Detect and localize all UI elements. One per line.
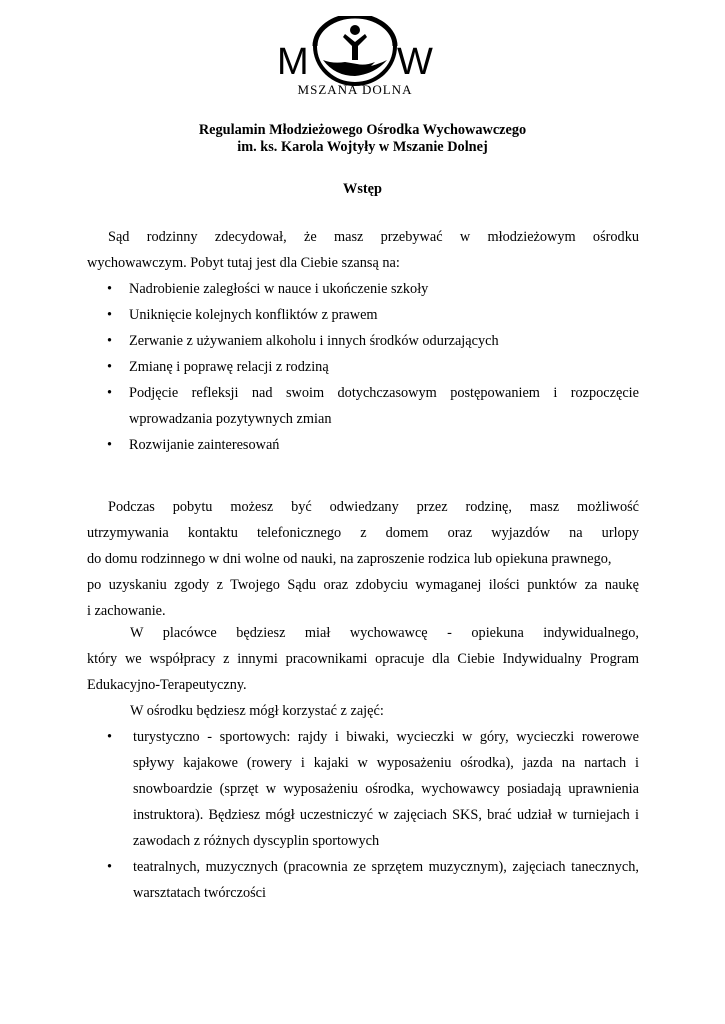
intro-line-1: Sąd rodzinny zdecydował, że masz przebywać w młodzieżowym ośrodku — [108, 229, 639, 245]
stay-line-3: do domu rodzinnego w dni wolne od nauki, na zaproszenie rodzica lub opiekuna prawnego, — [87, 551, 612, 567]
stay-paragraph — [87, 494, 639, 624]
list-item — [107, 302, 639, 328]
logo-graphic — [275, 16, 435, 98]
tutor-line-3: Edukacyjno-Terapeutyczny. — [87, 677, 247, 693]
list-item — [107, 328, 639, 354]
list-item — [107, 724, 639, 854]
list-item-text: turystyczno - sportowych: rajdy i biwaki, wycieczki w góry, wycieczki rowerowe spływy kajakowe (rowery i kajaki w wyposażeniu ośrodka), jazda na nartach i snowboardzie (sprzęt w wyposażeniu ośrodka, wychowawcy posiadają uprawnienia instruktora). Będziesz mógł uczestniczyć w zajęciach SKS, brać udział w turniejach i zawodach z różnych dyscyplin sportowych — [133, 729, 639, 849]
list-item — [107, 380, 639, 432]
tutor-line-2: który we współpracy z innymi pracownikami opracuje dla Ciebie Indywidualny Program — [87, 651, 639, 667]
list-item — [107, 354, 639, 380]
logo-figure-body — [343, 34, 367, 60]
list-item-text: Uniknięcie kolejnych konfliktów z prawem — [129, 307, 378, 323]
list-item-text: Zmianę i poprawę relacji z rodziną — [129, 359, 329, 375]
list-item — [107, 854, 639, 906]
list-item-text: Podjęcie refleksji nad swoim dotychczasowym postępowaniem i rozpoczęcie wprowadzania pozytywnych zmian — [129, 385, 639, 427]
stay-line-5: i zachowanie. — [87, 603, 166, 619]
list-item-text: Nadrobienie zaległości w nauce i ukończenie szkoły — [129, 281, 429, 297]
document-title-line-2: im. ks. Karola Wojtyły w Mszanie Dolnej — [237, 139, 488, 155]
logo-letter-w: W — [397, 41, 433, 83]
logo-caption: MSZANA DOLNA — [297, 82, 413, 97]
institution-logo — [275, 16, 435, 98]
list-item-text: Rozwijanie zainteresowań — [129, 437, 280, 453]
list-item-text: teatralnych, muzycznych (pracownia ze sprzętem muzycznym), zajęciach tanecznych, warsztatach twórczości — [133, 859, 639, 901]
bullet-icon: • — [107, 859, 113, 875]
intro-line-2: wychowawczym. Pobyt tutaj jest dla Ciebie szansą na: — [87, 255, 400, 271]
intro-paragraph — [87, 224, 639, 276]
activities-intro — [87, 698, 639, 724]
activities-list — [107, 724, 639, 906]
list-item-text: Zerwanie z używaniem alkoholu i innych środków odurzających — [129, 333, 499, 349]
tutor-paragraph — [87, 620, 639, 698]
logo-letter-m: M — [277, 41, 309, 83]
tutor-line-1: W placówce będziesz miał wychowawcę - opiekuna indywidualnego, — [130, 625, 639, 641]
bullet-icon: • — [107, 333, 113, 349]
activities-intro-text: W ośrodku będziesz mógł korzystać z zajęć: — [130, 703, 384, 719]
bullet-icon: • — [107, 437, 113, 453]
stay-line-1: Podczas pobytu możesz być odwiedzany przez rodzinę, masz możliwość — [108, 499, 639, 515]
chances-list — [107, 276, 639, 458]
bullet-icon: • — [107, 385, 113, 401]
section-heading: Wstęp — [343, 181, 382, 197]
stay-line-4: po uzyskaniu zgody z Twojego Sądu oraz zdobyciu wymaganej ilości punktów za naukę — [87, 577, 639, 593]
logo-figure-head — [350, 25, 360, 35]
bullet-icon: • — [107, 359, 113, 375]
bullet-icon: • — [107, 307, 113, 323]
stay-line-2: utrzymywania kontaktu telefonicznego z domem oraz wyjazdów na urlopy — [87, 525, 639, 541]
logo-hand — [323, 60, 387, 76]
document-title-line-1: Regulamin Młodzieżowego Ośrodka Wychowawczego — [198, 122, 527, 138]
list-item — [107, 432, 639, 458]
bullet-icon: • — [107, 729, 113, 745]
list-item — [107, 276, 639, 302]
bullet-icon: • — [107, 281, 113, 297]
